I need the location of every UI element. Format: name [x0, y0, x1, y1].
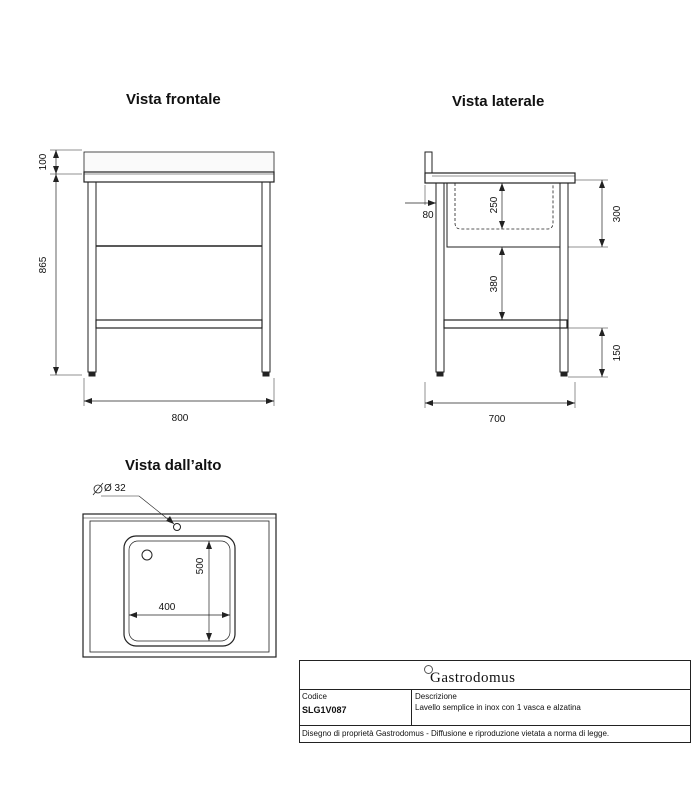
dim-side-380: 380	[489, 275, 500, 293]
dim-side-300: 300	[612, 205, 623, 223]
top-view-title: Vista dall’alto	[125, 457, 222, 474]
title-block-header	[300, 661, 690, 690]
description-label: Descrizione	[415, 692, 457, 701]
front-view-title: Vista frontale	[126, 91, 221, 108]
dim-top-diameter: Ø 32	[104, 483, 126, 494]
dim-side-700: 700	[488, 414, 506, 425]
side-view-drawing	[405, 152, 608, 408]
dim-front-800: 800	[171, 413, 189, 424]
title-block-info-row	[300, 689, 690, 726]
dim-side-80: 80	[422, 210, 434, 221]
brand-name: Gastrodomus	[430, 670, 516, 686]
code-cell	[300, 689, 412, 725]
code-label: Codice	[302, 692, 327, 701]
dim-side-250: 250	[489, 196, 500, 214]
front-view-drawing	[50, 150, 274, 406]
dim-top-400: 400	[158, 602, 176, 613]
title-block-footer: Disegno di proprietà Gastrodomus - Diffusione e riproduzione vietata a norma di legge.	[302, 729, 610, 738]
top-view-drawing	[83, 483, 276, 657]
code-value: SLG1V087	[302, 705, 347, 715]
dim-front-865: 865	[38, 256, 49, 274]
description-value: Lavello semplice in inox con 1 vasca e alzatina	[415, 703, 581, 712]
dim-front-100: 100	[38, 153, 49, 171]
description-cell	[412, 689, 690, 731]
side-view-title: Vista laterale	[452, 93, 545, 110]
dim-top-500: 500	[195, 557, 206, 575]
title-block	[299, 660, 691, 743]
dim-side-150: 150	[612, 344, 623, 362]
